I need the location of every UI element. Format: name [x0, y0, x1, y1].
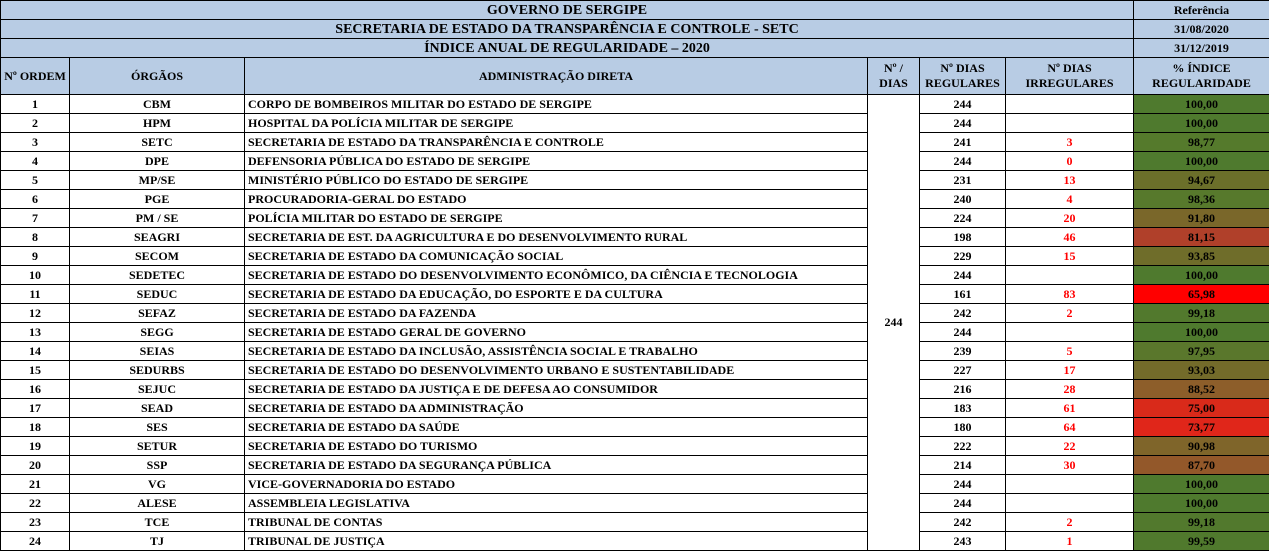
row-indice: 88,52 [1134, 380, 1269, 399]
row-regulares: 231 [920, 171, 1006, 190]
row-irregulares [1006, 114, 1134, 133]
row-nome: DEFENSORIA PÚBLICA DO ESTADO DE SERGIPE [245, 152, 868, 171]
row-indice: 100,00 [1134, 494, 1269, 513]
row-irregulares [1006, 323, 1134, 342]
reference-label: Referência [1134, 1, 1269, 20]
row-regulares: 214 [920, 456, 1006, 475]
table-row [1, 247, 1269, 266]
row-sigla: SEFAZ [70, 304, 245, 323]
row-indice: 99,18 [1134, 304, 1269, 323]
row-indice: 100,00 [1134, 95, 1269, 114]
row-ordem: 2 [1, 114, 70, 133]
row-indice: 93,03 [1134, 361, 1269, 380]
row-regulares: 244 [920, 475, 1006, 494]
row-nome: SECRETARIA DE ESTADO DA TRANSPARÊNCIA E CONTROLE [245, 133, 868, 152]
row-regulares: 224 [920, 209, 1006, 228]
row-irregulares: 83 [1006, 285, 1134, 304]
row-indice: 97,95 [1134, 342, 1269, 361]
row-ordem: 19 [1, 437, 70, 456]
row-nome: SECRETARIA DE EST. DA AGRICULTURA E DO DESENVOLVIMENTO RURAL [245, 228, 868, 247]
row-indice: 94,67 [1134, 171, 1269, 190]
reference-date-1: 31/08/2020 [1134, 20, 1269, 39]
row-irregulares: 4 [1006, 190, 1134, 209]
row-nome: CORPO DE BOMBEIROS MILITAR DO ESTADO DE SERGIPE [245, 95, 868, 114]
col-header-indice: % ÍNDICE REGULARIDADE [1134, 58, 1269, 95]
title-secretariat: SECRETARIA DE ESTADO DA TRANSPARÊNCIA E CONTROLE - SETC [1, 20, 1134, 39]
row-irregulares: 64 [1006, 418, 1134, 437]
row-indice: 73,77 [1134, 418, 1269, 437]
row-regulares: 242 [920, 513, 1006, 532]
table-row [1, 532, 1269, 551]
row-indice: 98,77 [1134, 133, 1269, 152]
title-government: GOVERNO DE SERGIPE [1, 1, 1134, 20]
row-irregulares: 5 [1006, 342, 1134, 361]
row-sigla: MP/SE [70, 171, 245, 190]
row-nome: SECRETARIA DE ESTADO DO DESENVOLVIMENTO ECONÔMICO, DA CIÊNCIA E TECNOLOGIA [245, 266, 868, 285]
row-indice: 99,59 [1134, 532, 1269, 551]
row-ordem: 7 [1, 209, 70, 228]
row-regulares: 242 [920, 304, 1006, 323]
row-indice: 91,80 [1134, 209, 1269, 228]
row-sigla: DPE [70, 152, 245, 171]
row-regulares: 244 [920, 95, 1006, 114]
row-sigla: SEDUC [70, 285, 245, 304]
table-row [1, 418, 1269, 437]
reference-date-2: 31/12/2019 [1134, 39, 1269, 58]
row-indice: 100,00 [1134, 266, 1269, 285]
row-regulares: 244 [920, 494, 1006, 513]
row-indice: 93,85 [1134, 247, 1269, 266]
row-sigla: SEAGRI [70, 228, 245, 247]
table-row [1, 114, 1269, 133]
title-index: ÍNDICE ANUAL DE REGULARIDADE – 2020 [1, 39, 1134, 58]
table-row [1, 361, 1269, 380]
row-irregulares: 61 [1006, 399, 1134, 418]
col-header-irregulares: Nº DIAS IRREGULARES [1006, 58, 1134, 95]
row-indice: 100,00 [1134, 152, 1269, 171]
table-row [1, 304, 1269, 323]
row-irregulares: 20 [1006, 209, 1134, 228]
row-irregulares [1006, 266, 1134, 285]
row-sigla: SES [70, 418, 245, 437]
row-regulares: 183 [920, 399, 1006, 418]
row-nome: PROCURADORIA-GERAL DO ESTADO [245, 190, 868, 209]
row-nome: TRIBUNAL DE CONTAS [245, 513, 868, 532]
row-indice: 100,00 [1134, 323, 1269, 342]
row-sigla: CBM [70, 95, 245, 114]
row-irregulares [1006, 95, 1134, 114]
row-nome: TRIBUNAL DE JUSTIÇA [245, 532, 868, 551]
row-regulares: 239 [920, 342, 1006, 361]
table-row [1, 456, 1269, 475]
row-sigla: TJ [70, 532, 245, 551]
table-row [1, 209, 1269, 228]
row-ordem: 4 [1, 152, 70, 171]
row-indice: 100,00 [1134, 114, 1269, 133]
row-nome: SECRETARIA DE ESTADO DA JUSTIÇA E DE DEFESA AO CONSUMIDOR [245, 380, 868, 399]
row-sigla: SEAD [70, 399, 245, 418]
row-indice: 99,18 [1134, 513, 1269, 532]
row-nome: SECRETARIA DE ESTADO DO DESENVOLVIMENTO URBANO E SUSTENTABILIDADE [245, 361, 868, 380]
row-sigla: SETC [70, 133, 245, 152]
row-regulares: 244 [920, 323, 1006, 342]
row-irregulares: 2 [1006, 304, 1134, 323]
col-header-dias: Nº / DIAS [868, 58, 920, 95]
row-regulares: 161 [920, 285, 1006, 304]
row-regulares: 222 [920, 437, 1006, 456]
table-row [1, 190, 1269, 209]
table-row [1, 323, 1269, 342]
row-nome: SECRETARIA DE ESTADO DA FAZENDA [245, 304, 868, 323]
row-regulares: 180 [920, 418, 1006, 437]
row-ordem: 18 [1, 418, 70, 437]
row-nome: HOSPITAL DA POLÍCIA MILITAR DE SERGIPE [245, 114, 868, 133]
row-nome: MINISTÉRIO PÚBLICO DO ESTADO DE SERGIPE [245, 171, 868, 190]
row-ordem: 20 [1, 456, 70, 475]
row-irregulares: 13 [1006, 171, 1134, 190]
row-sigla: PM / SE [70, 209, 245, 228]
table-row [1, 399, 1269, 418]
table-row [1, 380, 1269, 399]
row-regulares: 216 [920, 380, 1006, 399]
row-irregulares: 2 [1006, 513, 1134, 532]
row-ordem: 15 [1, 361, 70, 380]
row-sigla: SEJUC [70, 380, 245, 399]
row-irregulares: 3 [1006, 133, 1134, 152]
row-nome: SECRETARIA DE ESTADO DA EDUCAÇÃO, DO ESPORTE E DA CULTURA [245, 285, 868, 304]
row-ordem: 12 [1, 304, 70, 323]
row-nome: SECRETARIA DE ESTADO DO TURISMO [245, 437, 868, 456]
row-ordem: 21 [1, 475, 70, 494]
row-irregulares: 46 [1006, 228, 1134, 247]
row-sigla: SEDURBS [70, 361, 245, 380]
row-ordem: 16 [1, 380, 70, 399]
row-sigla: ALESE [70, 494, 245, 513]
row-nome: VICE-GOVERNADORIA DO ESTADO [245, 475, 868, 494]
table-row [1, 285, 1269, 304]
row-nome: ASSEMBLEIA LEGISLATIVA [245, 494, 868, 513]
table-row [1, 171, 1269, 190]
row-regulares: 198 [920, 228, 1006, 247]
row-ordem: 8 [1, 228, 70, 247]
table-row [1, 95, 1269, 114]
table-row [1, 133, 1269, 152]
row-ordem: 9 [1, 247, 70, 266]
table-row [1, 494, 1269, 513]
table-row [1, 152, 1269, 171]
row-ordem: 17 [1, 399, 70, 418]
col-header-regulares: Nº DIAS REGULARES [920, 58, 1006, 95]
row-irregulares: 1 [1006, 532, 1134, 551]
row-indice: 75,00 [1134, 399, 1269, 418]
row-ordem: 3 [1, 133, 70, 152]
row-nome: SECRETARIA DE ESTADO DA SAÚDE [245, 418, 868, 437]
row-regulares: 244 [920, 266, 1006, 285]
row-sigla: VG [70, 475, 245, 494]
col-header-admin: ADMINISTRAÇÃO DIRETA [245, 58, 868, 95]
row-regulares: 240 [920, 190, 1006, 209]
row-irregulares: 22 [1006, 437, 1134, 456]
row-irregulares: 30 [1006, 456, 1134, 475]
row-nome: SECRETARIA DE ESTADO DA ADMINISTRAÇÃO [245, 399, 868, 418]
row-indice: 90,98 [1134, 437, 1269, 456]
row-ordem: 5 [1, 171, 70, 190]
row-sigla: SEIAS [70, 342, 245, 361]
row-regulares: 244 [920, 114, 1006, 133]
table-row [1, 342, 1269, 361]
row-regulares: 229 [920, 247, 1006, 266]
row-sigla: TCE [70, 513, 245, 532]
row-nome: POLÍCIA MILITAR DO ESTADO DE SERGIPE [245, 209, 868, 228]
row-ordem: 24 [1, 532, 70, 551]
row-sigla: SECOM [70, 247, 245, 266]
row-irregulares: 0 [1006, 152, 1134, 171]
row-nome: SECRETARIA DE ESTADO GERAL DE GOVERNO [245, 323, 868, 342]
row-ordem: 11 [1, 285, 70, 304]
row-irregulares: 28 [1006, 380, 1134, 399]
row-sigla: SETUR [70, 437, 245, 456]
row-indice: 100,00 [1134, 475, 1269, 494]
row-ordem: 6 [1, 190, 70, 209]
row-sigla: SEGG [70, 323, 245, 342]
row-nome: SECRETARIA DE ESTADO DA SEGURANÇA PÚBLICA [245, 456, 868, 475]
row-ordem: 10 [1, 266, 70, 285]
row-nome: SECRETARIA DE ESTADO DA INCLUSÃO, ASSISTÊNCIA SOCIAL E TRABALHO [245, 342, 868, 361]
row-sigla: SEDETEC [70, 266, 245, 285]
row-regulares: 241 [920, 133, 1006, 152]
row-ordem: 23 [1, 513, 70, 532]
row-indice: 81,15 [1134, 228, 1269, 247]
col-header-orgaos: ÓRGÃOS [70, 58, 245, 95]
row-nome: SECRETARIA DE ESTADO DA COMUNICAÇÃO SOCIAL [245, 247, 868, 266]
row-sigla: SSP [70, 456, 245, 475]
row-ordem: 1 [1, 95, 70, 114]
dias-total-cell: 244 [868, 95, 920, 551]
table-row [1, 266, 1269, 285]
row-ordem: 14 [1, 342, 70, 361]
row-regulares: 227 [920, 361, 1006, 380]
row-sigla: PGE [70, 190, 245, 209]
row-irregulares: 15 [1006, 247, 1134, 266]
table-row [1, 437, 1269, 456]
row-indice: 65,98 [1134, 285, 1269, 304]
row-irregulares [1006, 475, 1134, 494]
row-irregulares [1006, 494, 1134, 513]
row-indice: 98,36 [1134, 190, 1269, 209]
table-row [1, 513, 1269, 532]
col-header-ordem: Nº ORDEM [1, 58, 70, 95]
row-sigla: HPM [70, 114, 245, 133]
table-row [1, 228, 1269, 247]
row-irregulares: 17 [1006, 361, 1134, 380]
table-row [1, 475, 1269, 494]
row-ordem: 22 [1, 494, 70, 513]
row-regulares: 244 [920, 152, 1006, 171]
row-regulares: 243 [920, 532, 1006, 551]
row-ordem: 13 [1, 323, 70, 342]
row-indice: 87,70 [1134, 456, 1269, 475]
